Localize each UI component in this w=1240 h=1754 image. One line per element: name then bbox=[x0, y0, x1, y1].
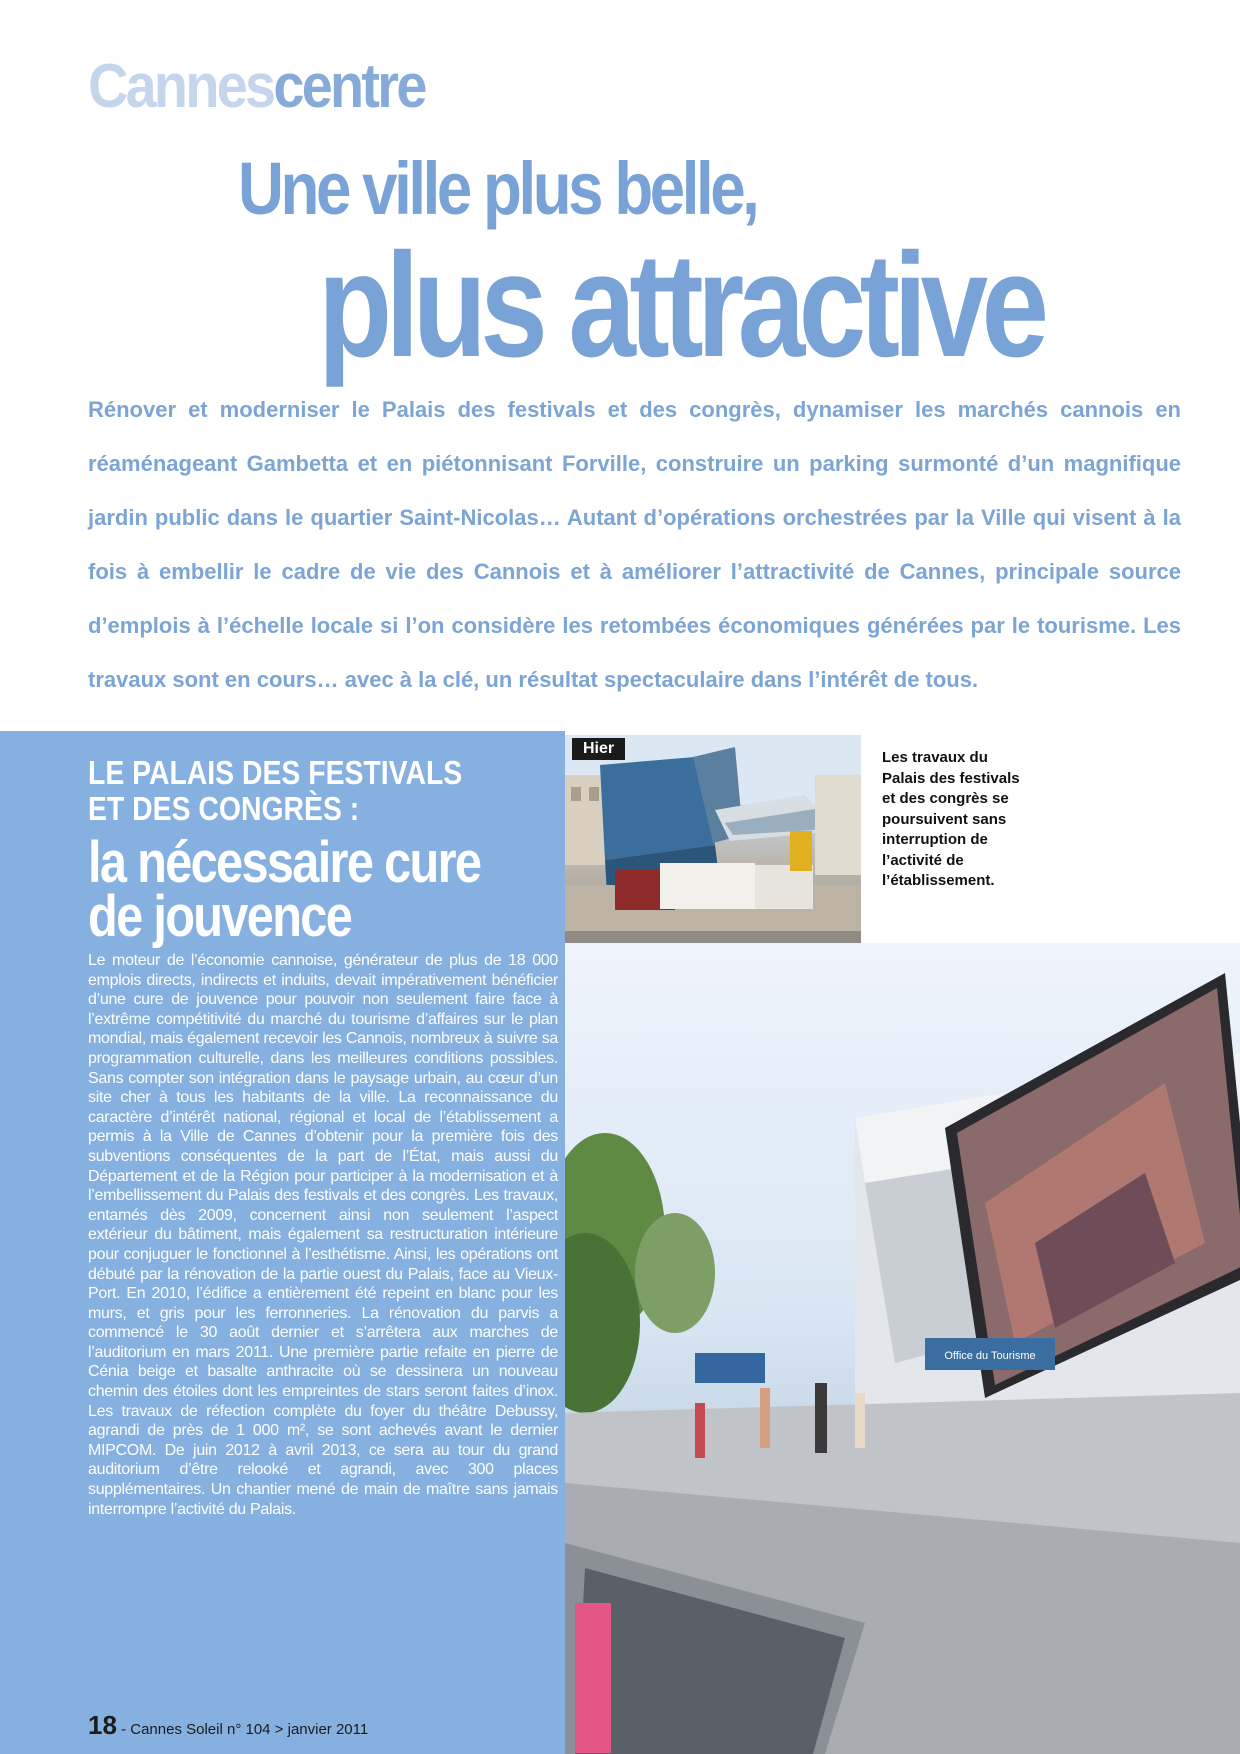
article-title-line-1: la nécessaire cure bbox=[88, 830, 481, 895]
article-kicker bbox=[88, 755, 462, 827]
section-title-light: Cannes bbox=[88, 52, 274, 121]
page-footer bbox=[88, 1710, 368, 1741]
lead-paragraph: Rénover et moderniser le Palais des festivals et des congrès, dynamiser les marchés cannois en réaménageant Gambetta et en piétonnisant Forville, construire un parking surmonté d’un magnifique jardin public dans le quartier Saint-Nicolas… Autant d’opérations orchestrées par la Ville qui visent à la fois à embellir le cadre de vie des Cannois et à améliorer l’attractivité de Cannes, principale source d’emplois à l’échelle locale si l’on considère les retombées économiques générées par le tourisme. Les travaux sont en cours… avec à la clé, un résultat spectaculaire dans l’intérêt de tous. bbox=[88, 397, 1181, 692]
palais-rendering-illustration bbox=[565, 943, 1240, 1754]
article-title bbox=[88, 830, 481, 949]
photo-badge-hier: Hier bbox=[572, 738, 625, 760]
construction-photo-illustration bbox=[565, 735, 861, 943]
article-kicker-line-2: ET DES CONGRÈS : bbox=[88, 790, 360, 827]
article-title-line-2: de jouvence bbox=[88, 884, 352, 949]
publication-info: - Cannes Soleil n° 104 > janvier 2011 bbox=[116, 1721, 369, 1738]
palais-rendering-photo bbox=[565, 943, 1240, 1754]
office-tourisme-sign: Office du Tourisme bbox=[944, 1350, 1036, 1362]
article-kicker-line-1: LE PALAIS DES FESTIVALS bbox=[88, 754, 463, 791]
section-title bbox=[88, 52, 425, 121]
headline-line-2: plus attractive bbox=[318, 223, 1043, 388]
construction-photo bbox=[565, 735, 861, 943]
section-title-dark: centre bbox=[273, 52, 425, 121]
page-number: 18 bbox=[88, 1710, 117, 1740]
headline-line-1: Une ville plus belle, bbox=[238, 147, 757, 230]
photo-caption: Les travaux du Palais des festivals et des congrès se poursuivent sans interruption de l’activité de l’établissement. bbox=[882, 749, 1020, 889]
article-body: Le moteur de l’économie cannoise, générateur de plus de 18 000 emplois directs, indirects et induits, devait impérativement bénéficier d’une cure de jouvence pour pouvoir non seulement faire face à l’extrême compétitivité du marché du tourisme d’affaires sur le plan mondial, mais également recevoir les Cannois, nombreux à suivre sa programmation culturelle, dans les meilleures conditions possibles. Sans compter son intégration dans le paysage urbain, au cœur d’un site cher à tous les habitants de la ville. La reconnaissance du caractère d’intérêt national, régional et local de l’établissement a permis à la Ville de Cannes d’obtenir pour la première fois des subventions conséquentes de la part de l’État, mais aussi du Département et de la Région pour participer à la modernisation et à l’embellissement du Palais des festivals et des congrès. Les travaux, entamés dès 2009, concernent ainsi non seulement l’aspect extérieur du bâtiment, mais également sa restructuration intérieure pour conjuguer le fonctionnel à l’esthétisme. Ainsi, les opérations ont débuté par la rénovation de la partie ouest du Palais, face au Vieux-Port. En 2010, l’édifice a entièrement été repeint en blanc pour les murs, et gris pour les ferronneries. La rénovation du parvis a commencé le 30 août dernier et s’arrêtera aux marches de l’auditorium en mars 2011. Une première partie refaite en pierre de Cénia beige et basalte anthracite où se dessinera un nouveau chemin des étoiles dont les empreintes de stars seront faites d’inox. Les travaux de réfection complète du foyer du théâtre Debussy, agrandi de près de 1 000 m², se sont achevés avant le dernier MIPCOM. De juin 2012 à avril 2013, ce sera au tour du grand auditorium d’être relooké et agrandi, avec 300 places supplémentaires. Un chantier mené de main de maître sans jamais interrompre l’activité du Palais. bbox=[88, 952, 558, 1518]
